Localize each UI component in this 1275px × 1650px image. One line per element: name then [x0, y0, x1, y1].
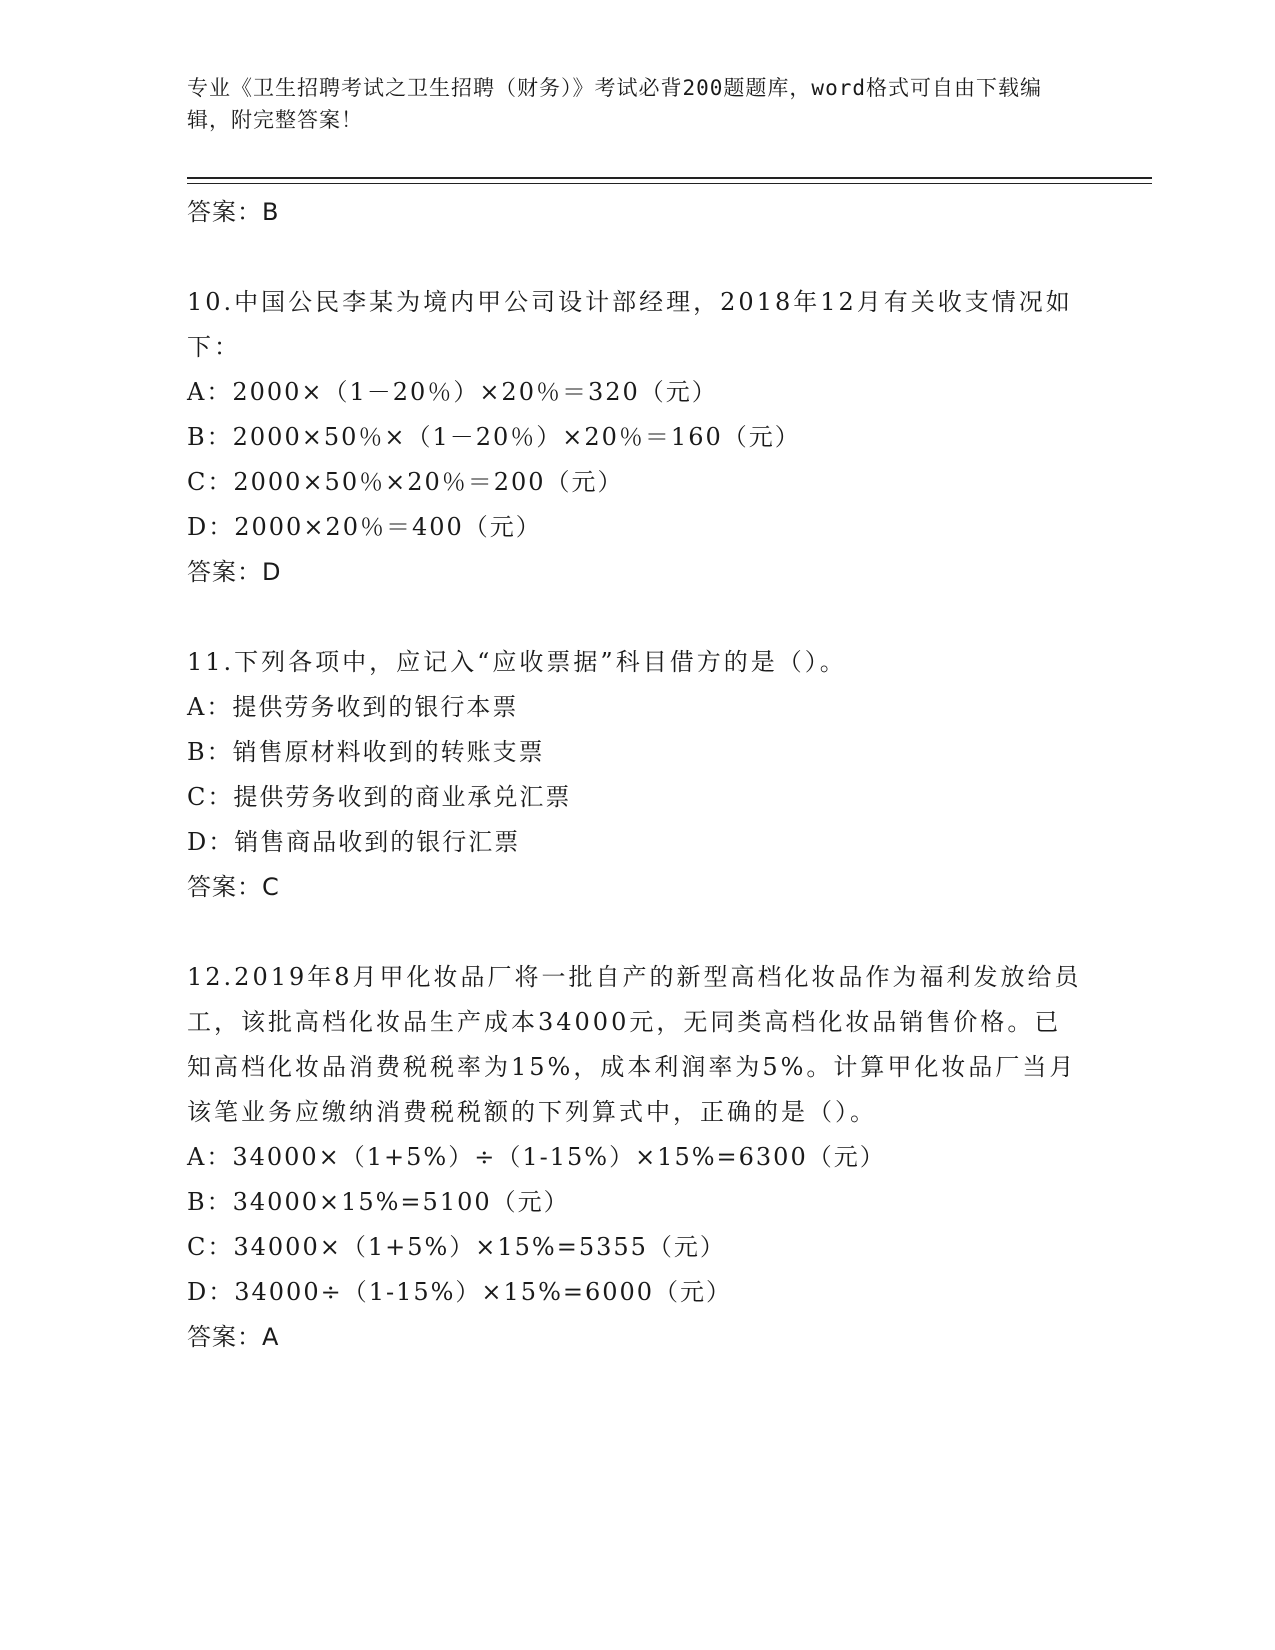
option-a: A：提供劳务收到的银行本票 — [187, 693, 519, 721]
answer-line: 答案：A — [187, 1323, 280, 1351]
answer-line: 答案：B — [187, 198, 280, 226]
document-header: 专业《卫生招聘考试之卫生招聘（财务）》考试必背200题题库，word格式可自由下载编辑，附完整答案！ — [187, 76, 1042, 132]
question-text: 11.下列各项中，应记入“应收票据”科目借方的是（）。 — [187, 648, 847, 676]
option-d: D：34000÷（1-15%）×15%=6000（元） — [187, 1278, 733, 1306]
option-a: A：34000×（1+5%）÷（1-15%）×15%=6300（元） — [187, 1143, 886, 1171]
option-b: B：2000×50％×（1－20％）×20％＝160（元） — [187, 423, 801, 451]
question-text: 12.2019年8月甲化妆品厂将一批自产的新型高档化妆品作为福利发放给员工，该批高档化妆品生产成本34000元，无同类高档化妆品销售价格。已知高档化妆品消费税税率为15%，成本利润率为5%。计算甲化妆品厂当月该笔业务应缴纳消费税税额的下列算式中，正确的是（）。 — [187, 963, 1082, 1126]
option-d: D：销售商品收到的银行汇票 — [187, 828, 521, 856]
spacer — [187, 595, 1087, 640]
header-divider-thick — [187, 177, 1152, 179]
option-d: D：2000×20％＝400（元） — [187, 513, 542, 541]
option-b: B：34000×15%=5100（元） — [187, 1188, 570, 1216]
question-block — [187, 280, 1087, 595]
answer-line: 答案：C — [187, 873, 280, 901]
question-text: 10.中国公民李某为境内甲公司设计部经理，2018年12月有关收支情况如下： — [187, 288, 1073, 361]
answer-line: 答案：D — [187, 558, 282, 586]
question-block — [187, 955, 1087, 1360]
option-b: B：销售原材料收到的转账支票 — [187, 738, 545, 766]
option-a: A：2000×（1－20％）×20％＝320（元） — [187, 378, 718, 406]
spacer — [187, 235, 1087, 280]
option-c: C：34000×（1+5%）×15%=5355（元） — [187, 1233, 726, 1261]
question-block — [187, 640, 1087, 910]
document-body — [187, 190, 1087, 1360]
spacer — [187, 910, 1087, 955]
option-c: C：2000×50％×20％＝200（元） — [187, 468, 624, 496]
option-c: C：提供劳务收到的商业承兑汇票 — [187, 783, 572, 811]
header-divider-thin — [187, 183, 1152, 184]
